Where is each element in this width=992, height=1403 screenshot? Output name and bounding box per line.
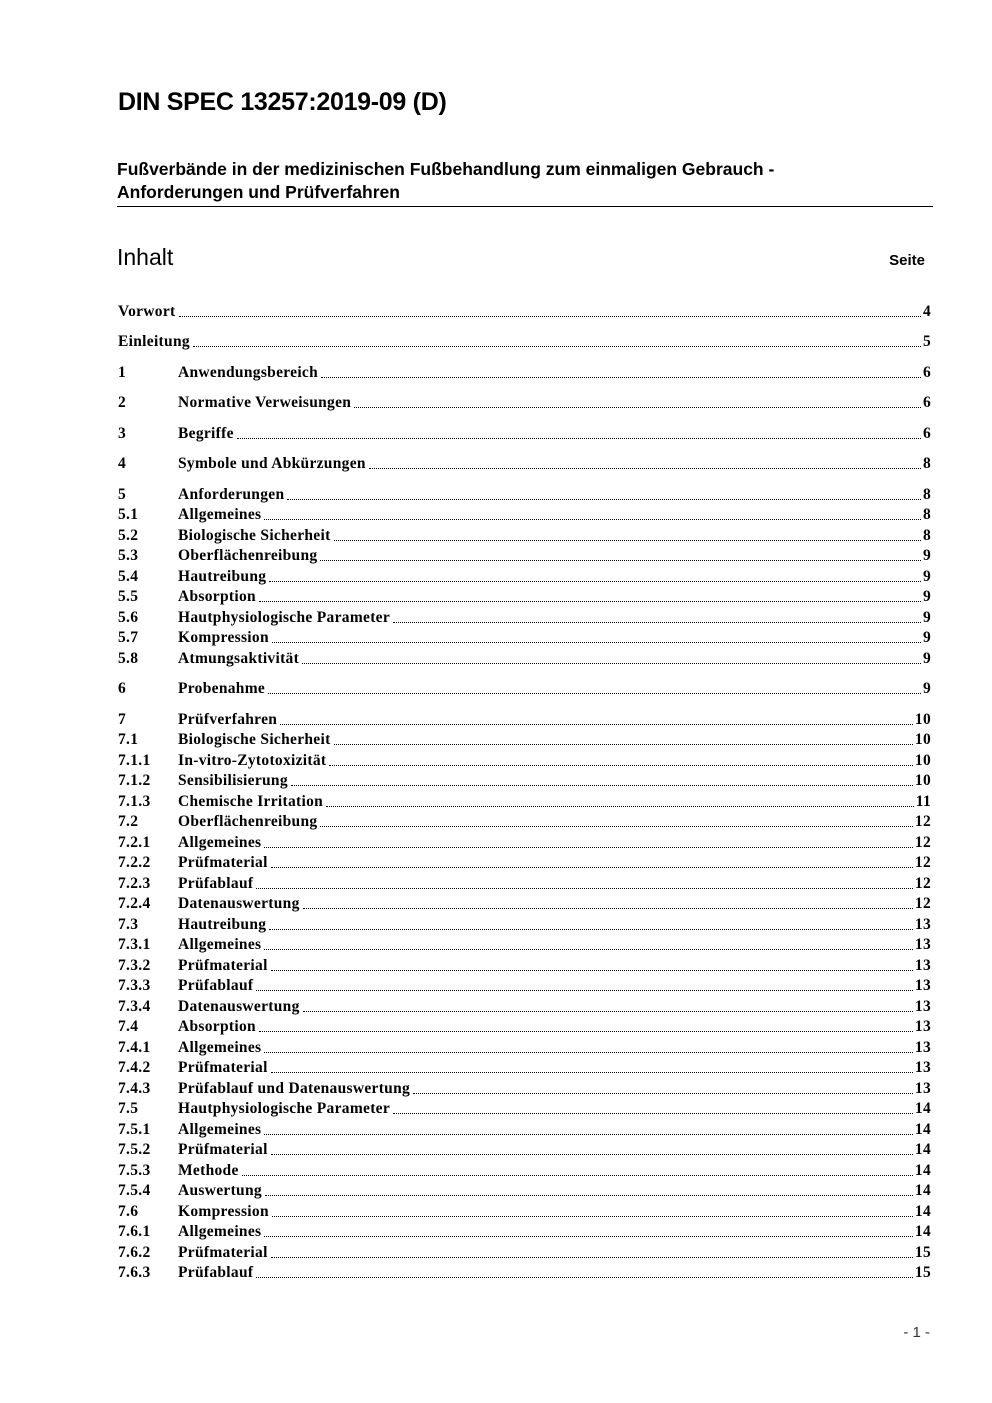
toc-entry-number: 7.5.4 (118, 1182, 151, 1199)
toc-dot-leader (271, 1256, 913, 1258)
toc-entry-page: 9 (922, 547, 931, 564)
toc-dot-leader (259, 1030, 913, 1032)
toc-entry-title: Datenauswertung (178, 998, 300, 1015)
toc-entry[interactable] (118, 302, 931, 322)
toc-entry-title: Vorwort (118, 303, 176, 320)
toc-entry-page: 9 (922, 588, 931, 605)
toc-entry-title: Prüfablauf (178, 1264, 254, 1281)
toc-dot-leader (259, 600, 921, 602)
toc-entry-title: Methode (178, 1162, 239, 1179)
toc-entry-number: 7.2.2 (118, 854, 151, 871)
toc-entry-title: Kompression (178, 629, 269, 646)
toc-entry-title: Prüfablauf und Datenauswertung (178, 1080, 411, 1097)
toc-entry[interactable] (118, 608, 931, 628)
toc-entry[interactable] (118, 1058, 931, 1078)
toc-entry-number: 5.6 (118, 609, 139, 626)
toc-entry-page: 14 (914, 1223, 931, 1240)
toc-dot-leader (272, 641, 921, 643)
toc-dot-leader (268, 692, 921, 694)
toc-entry-title: Oberflächenreibung (178, 547, 318, 564)
toc-entry-page: 13 (914, 1059, 931, 1076)
toc-entry-number: 7.4.2 (118, 1059, 151, 1076)
toc-entry-page: 14 (914, 1100, 931, 1117)
toc-entry-title: Hautphysiologische Parameter (178, 609, 391, 626)
toc-dot-leader (291, 784, 913, 786)
toc-entry-title: Allgemeines (178, 1223, 262, 1240)
toc-entry-number: 5.7 (118, 629, 139, 646)
toc-dot-leader (326, 805, 914, 807)
toc-entry-title: Datenauswertung (178, 895, 300, 912)
toc-entry-page: 13 (914, 998, 931, 1015)
toc-entry[interactable] (118, 628, 931, 648)
toc-entry-title: Prüfmaterial (178, 1244, 268, 1261)
toc-dot-leader (264, 1133, 913, 1135)
toc-entry-number: 7.6.1 (118, 1223, 151, 1240)
toc-dot-leader (256, 887, 913, 889)
toc-entry-page: 12 (914, 875, 931, 892)
toc-dot-leader (264, 518, 921, 520)
toc-entry-title: Chemische Irritation (178, 793, 324, 810)
toc-entry-title: Prüfmaterial (178, 854, 268, 871)
toc-dot-leader (179, 315, 921, 317)
toc-entry[interactable] (118, 1161, 931, 1181)
toc-entry-number: 7.4 (118, 1018, 139, 1035)
document-code: DIN SPEC 13257:2019-09 (D) (118, 88, 447, 116)
toc-dot-leader (303, 907, 913, 909)
toc-dot-leader (320, 825, 912, 827)
toc-entry-number: 5.5 (118, 588, 139, 605)
toc-entry-number: 7.5.3 (118, 1162, 151, 1179)
toc-entry-title: In-vitro-Zytotoxizität (178, 752, 327, 769)
toc-entry[interactable] (118, 1017, 931, 1037)
toc-entry-number: 7.3 (118, 916, 139, 933)
toc-dot-leader (269, 580, 921, 582)
toc-entry-title: Kompression (178, 1203, 269, 1220)
toc-entry-number: 7.6.3 (118, 1264, 151, 1281)
toc-entry[interactable] (118, 1181, 931, 1201)
page-number: - 1 - (903, 1324, 930, 1341)
toc-entry-page: 13 (914, 1018, 931, 1035)
toc-entry[interactable] (118, 332, 931, 352)
toc-entry-number: 7.4.1 (118, 1039, 151, 1056)
toc-dot-leader (271, 1153, 913, 1155)
toc-entry-page: 14 (914, 1141, 931, 1158)
toc-entry-number: 7.3.1 (118, 936, 151, 953)
toc-entry-number: 7.3.3 (118, 977, 151, 994)
toc-entry-page: 14 (914, 1162, 931, 1179)
toc-entry-number: 7.3.4 (118, 998, 151, 1015)
toc-entry[interactable] (118, 485, 931, 505)
toc-entry-title: Allgemeines (178, 936, 262, 953)
toc-entry[interactable] (118, 853, 931, 873)
toc-entry[interactable] (118, 997, 931, 1017)
toc-entry-page: 11 (915, 793, 931, 810)
toc-entry-page: 13 (914, 1039, 931, 1056)
toc-entry-page: 9 (922, 680, 931, 697)
toc-entry[interactable] (118, 363, 931, 383)
toc-entry-title: Prüfablauf (178, 977, 254, 994)
toc-entry-page: 4 (922, 303, 931, 320)
toc-dot-leader (393, 1112, 913, 1114)
toc-entry[interactable] (118, 679, 931, 699)
toc-entry-page: 9 (922, 650, 931, 667)
toc-entry-page: 9 (922, 609, 931, 626)
toc-entry-title: Absorption (178, 588, 256, 605)
toc-entry-title: Allgemeines (178, 1039, 262, 1056)
toc-entry-title: Prüfmaterial (178, 1059, 268, 1076)
toc-entry-number: 5.8 (118, 650, 139, 667)
toc-entry-page: 10 (914, 752, 931, 769)
toc-entry-page: 13 (914, 916, 931, 933)
toc-entry-page: 10 (914, 731, 931, 748)
toc-entry[interactable] (118, 587, 931, 607)
toc-dot-leader (193, 345, 921, 347)
toc-entry-page: 14 (914, 1182, 931, 1199)
toc-page-column-label: Seite (889, 252, 925, 269)
toc-entry-title: Normative Verweisungen (178, 394, 352, 411)
toc-entry[interactable] (118, 454, 931, 474)
subtitle-line-1: Fußverbände in der medizinischen Fußbehandlung zum einmaligen Gebrauch - (117, 159, 775, 179)
toc-dot-leader (321, 376, 921, 378)
toc-entry-title: Biologische Sicherheit (178, 731, 331, 748)
toc-entry[interactable] (118, 894, 931, 914)
toc-entry[interactable] (118, 1140, 931, 1160)
toc-entry-number: 7.1.2 (118, 772, 151, 789)
toc-entry[interactable] (118, 1202, 931, 1222)
toc-entry[interactable] (118, 1099, 931, 1119)
toc-entry-page: 14 (914, 1121, 931, 1138)
toc-dot-leader (264, 948, 913, 950)
toc-entry[interactable] (118, 393, 931, 413)
toc-entry-page: 12 (914, 813, 931, 830)
toc-entry[interactable] (118, 1263, 931, 1283)
toc-entry-page: 12 (914, 834, 931, 851)
toc-entry-number: 3 (118, 425, 127, 442)
toc-entry-number: 7.4.3 (118, 1080, 151, 1097)
toc-entry-page: 13 (914, 936, 931, 953)
toc-entry[interactable] (118, 935, 931, 955)
toc-entry-number: 7.3.2 (118, 957, 151, 974)
toc-dot-leader (256, 1276, 913, 1278)
toc-entry-number: 5.3 (118, 547, 139, 564)
toc-dot-leader (242, 1174, 913, 1176)
toc-entry-number: 7 (118, 711, 127, 728)
toc-entry-number: 7.1.3 (118, 793, 151, 810)
toc-entry[interactable] (118, 874, 931, 894)
toc-entry[interactable] (118, 1222, 931, 1242)
document-subtitle (117, 158, 933, 207)
toc-entry-title: Atmungsaktivität (178, 650, 300, 667)
toc-dot-leader (271, 969, 913, 971)
toc-entry-number: 5.4 (118, 568, 139, 585)
toc-entry-number: 4 (118, 455, 127, 472)
toc-entry[interactable] (118, 1038, 931, 1058)
toc-entry-title: Anforderungen (178, 486, 285, 503)
toc-entry-title: Probenahme (178, 680, 266, 697)
toc-entry-page: 15 (914, 1244, 931, 1261)
toc-entry[interactable] (118, 1243, 931, 1263)
toc-entry-title: Oberflächenreibung (178, 813, 318, 830)
toc-entry-page: 13 (914, 957, 931, 974)
toc-entry-page: 8 (922, 506, 931, 523)
toc-dot-leader (280, 723, 913, 725)
toc-entry-title: Hautreibung (178, 916, 267, 933)
toc-entry-number: 5 (118, 486, 127, 503)
toc-entry-number: 7.2.3 (118, 875, 151, 892)
toc-entry[interactable] (118, 792, 931, 812)
toc-entry-number: 1 (118, 364, 127, 381)
toc-entry-title: Prüfmaterial (178, 1141, 268, 1158)
toc-entry-title: Begriffe (178, 425, 234, 442)
toc-entry[interactable] (118, 1120, 931, 1140)
toc-entry-number: 6 (118, 680, 127, 697)
toc-dot-leader (334, 539, 921, 541)
toc-entry[interactable] (118, 771, 931, 791)
toc-entry-number: 7.1 (118, 731, 139, 748)
toc-entry-page: 15 (914, 1264, 931, 1281)
toc-entry-title: Allgemeines (178, 1121, 262, 1138)
toc-entry-page: 13 (914, 977, 931, 994)
toc-entry[interactable] (118, 915, 931, 935)
toc-entry[interactable] (118, 567, 931, 587)
toc-entry-title: Auswertung (178, 1182, 262, 1199)
toc-entry[interactable] (118, 833, 931, 853)
toc-dot-leader (237, 437, 921, 439)
toc-dot-leader (271, 866, 913, 868)
toc-entry-title: Prüfmaterial (178, 957, 268, 974)
toc-entry-page: 6 (922, 394, 931, 411)
toc-entry-title: Anwendungsbereich (178, 364, 319, 381)
toc-dot-leader (393, 621, 921, 623)
toc-entry-number: 7.6 (118, 1203, 139, 1220)
toc-dot-leader (334, 743, 913, 745)
toc-dot-leader (303, 1010, 913, 1012)
toc-entry-number: 7.5 (118, 1100, 139, 1117)
toc-dot-leader (329, 764, 913, 766)
toc-entry-title: Sensibilisierung (178, 772, 288, 789)
toc-entry[interactable] (118, 424, 931, 444)
toc-entry-number: 2 (118, 394, 127, 411)
toc-dot-leader (264, 846, 913, 848)
toc-entry-page: 8 (922, 527, 931, 544)
toc-entry[interactable] (118, 649, 931, 669)
toc-dot-leader (264, 1051, 913, 1053)
toc-dot-leader (320, 559, 920, 561)
toc-dot-leader (265, 1194, 913, 1196)
toc-entry-number: 7.5.1 (118, 1121, 151, 1138)
toc-entry-number: 7.1.1 (118, 752, 151, 769)
toc-entry[interactable] (118, 730, 931, 750)
toc-entry-title: Hautphysiologische Parameter (178, 1100, 391, 1117)
toc-entry-number: 7.5.2 (118, 1141, 151, 1158)
toc-entry[interactable] (118, 526, 931, 546)
toc-dot-leader (271, 1071, 913, 1073)
toc-entry-title: Prüfablauf (178, 875, 254, 892)
toc-entry-page: 12 (914, 895, 931, 912)
toc-entry-title: Symbole und Abkürzungen (178, 455, 366, 472)
toc-dot-leader (369, 467, 921, 469)
toc-entry-page: 9 (922, 568, 931, 585)
toc-entry-title: Hautreibung (178, 568, 267, 585)
toc-entry-page: 13 (914, 1080, 931, 1097)
toc-entry[interactable] (118, 546, 931, 566)
toc-dot-leader (287, 498, 921, 500)
toc-entry-page: 10 (914, 772, 931, 789)
toc-entry[interactable] (118, 956, 931, 976)
toc-entry-page: 8 (922, 486, 931, 503)
toc-dot-leader (256, 989, 913, 991)
toc-dot-leader (264, 1235, 913, 1237)
toc-entry-number: 7.2 (118, 813, 139, 830)
toc-dot-leader (302, 662, 921, 664)
toc-entry-title: Allgemeines (178, 506, 262, 523)
toc-entry-title: Biologische Sicherheit (178, 527, 331, 544)
toc-entry-title: Allgemeines (178, 834, 262, 851)
toc-entry[interactable] (118, 812, 931, 832)
toc-entry-number: 7.2.4 (118, 895, 151, 912)
toc-entry-page: 10 (914, 711, 931, 728)
toc-entry[interactable] (118, 976, 931, 996)
toc-dot-leader (272, 1215, 913, 1217)
toc-entry[interactable] (118, 710, 931, 730)
toc-entry-page: 6 (922, 364, 931, 381)
toc-entry-title: Prüfverfahren (178, 711, 278, 728)
toc-entry-page: 12 (914, 854, 931, 871)
toc-entry-page: 9 (922, 629, 931, 646)
toc-entry-page: 6 (922, 425, 931, 442)
toc-entry[interactable] (118, 751, 931, 771)
toc-entry-page: 14 (914, 1203, 931, 1220)
toc-entry-title: Einleitung (118, 333, 190, 350)
toc-entry-number: 5.2 (118, 527, 139, 544)
toc-entry-page: 5 (922, 333, 931, 350)
toc-dot-leader (413, 1092, 913, 1094)
toc-dot-leader (354, 406, 921, 408)
toc-entry-number: 7.6.2 (118, 1244, 151, 1261)
toc-entry-title: Absorption (178, 1018, 256, 1035)
toc-entry-number: 7.2.1 (118, 834, 151, 851)
toc-entry-number: 5.1 (118, 506, 139, 523)
subtitle-line-2: Anforderungen und Prüfverfahren (117, 182, 400, 202)
toc-entry-page: 8 (922, 455, 931, 472)
toc-entry[interactable] (118, 1079, 931, 1099)
toc-dot-leader (269, 928, 913, 930)
toc-heading: Inhalt (117, 244, 174, 270)
toc-entry[interactable] (118, 505, 931, 525)
